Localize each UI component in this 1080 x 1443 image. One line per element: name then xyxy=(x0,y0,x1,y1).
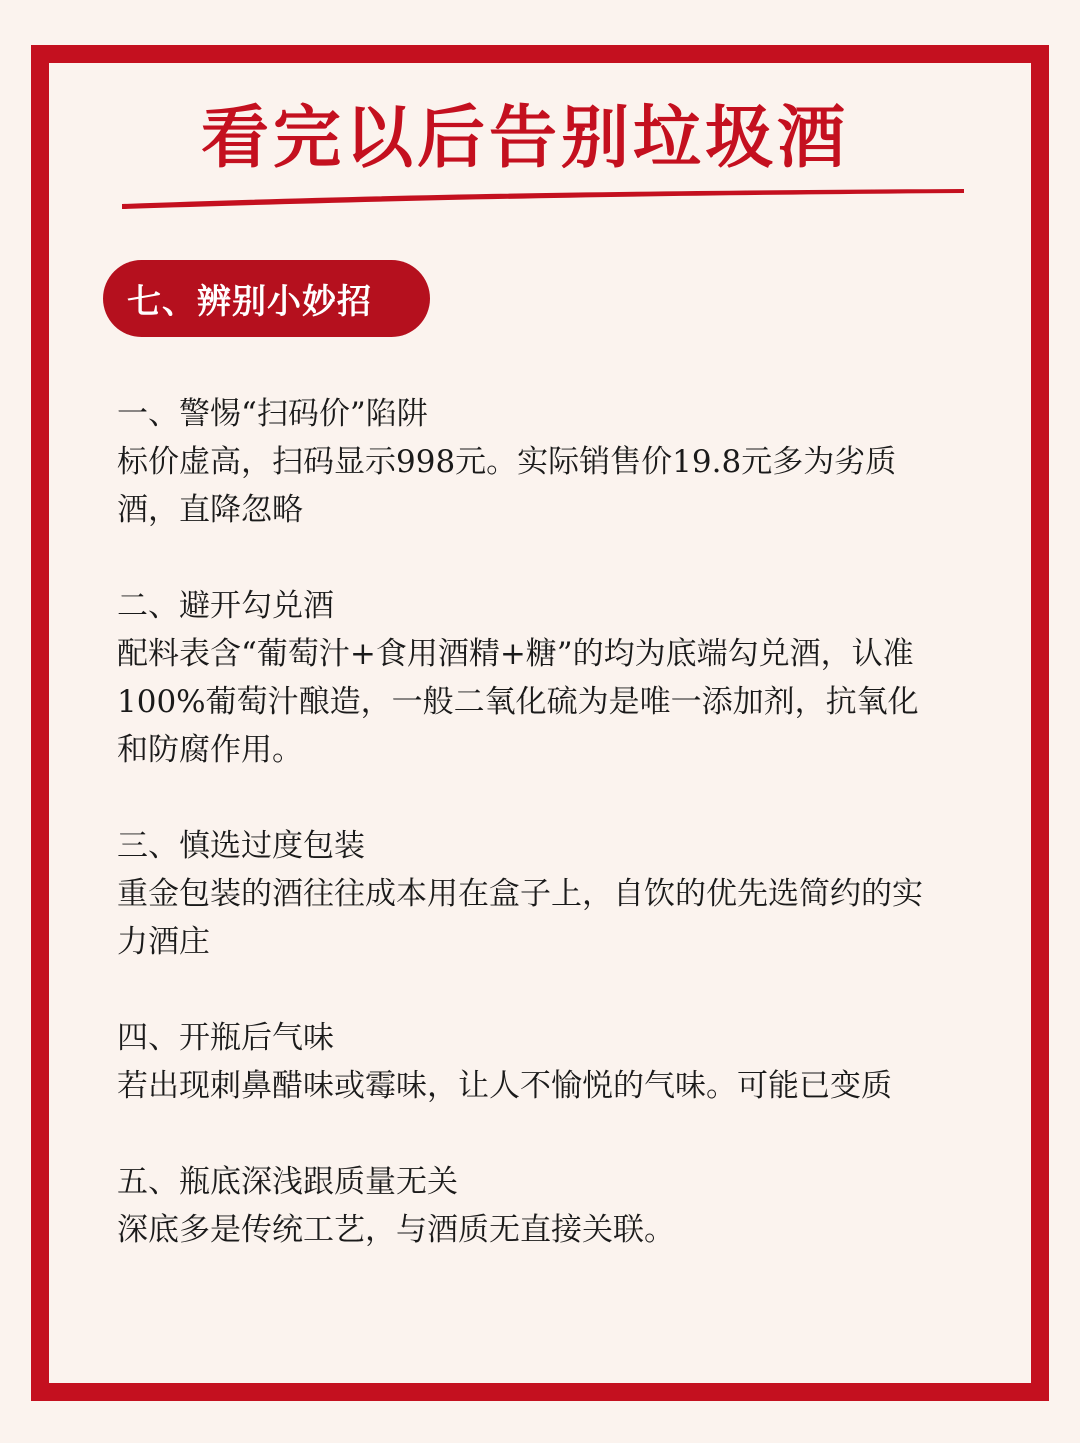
tip-body: 配料表含“葡萄汁+食用酒精+糖”的均为底端勾兑酒，认准100%葡萄汁酿造，一般二氧化硫为是唯一添加剂，抗氧化和防腐作用。 xyxy=(117,636,919,768)
tips-list xyxy=(117,390,947,1302)
title-underline xyxy=(118,185,968,211)
tip-body: 若出现刺鼻醋味或霉味，让人不愉悦的气味。可能已变质 xyxy=(117,1068,892,1104)
section-label: 七、辨别小妙招 xyxy=(127,282,372,322)
tip-item xyxy=(117,1014,947,1110)
tip-item xyxy=(117,582,947,774)
tip-item xyxy=(117,1158,947,1254)
tip-body: 深底多是传统工艺，与酒质无直接关联。 xyxy=(117,1212,675,1248)
tip-heading: 五、瓶底深浅跟质量无关 xyxy=(117,1164,458,1200)
section-badge xyxy=(103,260,430,337)
tip-heading: 二、避开勾兑酒 xyxy=(117,588,334,624)
tip-heading: 四、开瓶后气味 xyxy=(117,1020,334,1056)
tip-heading: 一、警惕“扫码价”陷阱 xyxy=(117,396,428,432)
tip-item xyxy=(117,390,947,534)
tip-heading: 三、慎选过度包装 xyxy=(117,828,365,864)
tip-body: 重金包装的酒往往成本用在盒子上，自饮的优先选简约的实力酒庄 xyxy=(117,876,923,960)
tip-body: 标价虚高，扫码显示998元。实际销售价19.8元多为劣质酒，直降忽略 xyxy=(117,444,897,528)
tip-item xyxy=(117,822,947,966)
page-title: 看完以后告别垃圾酒 xyxy=(200,99,849,178)
